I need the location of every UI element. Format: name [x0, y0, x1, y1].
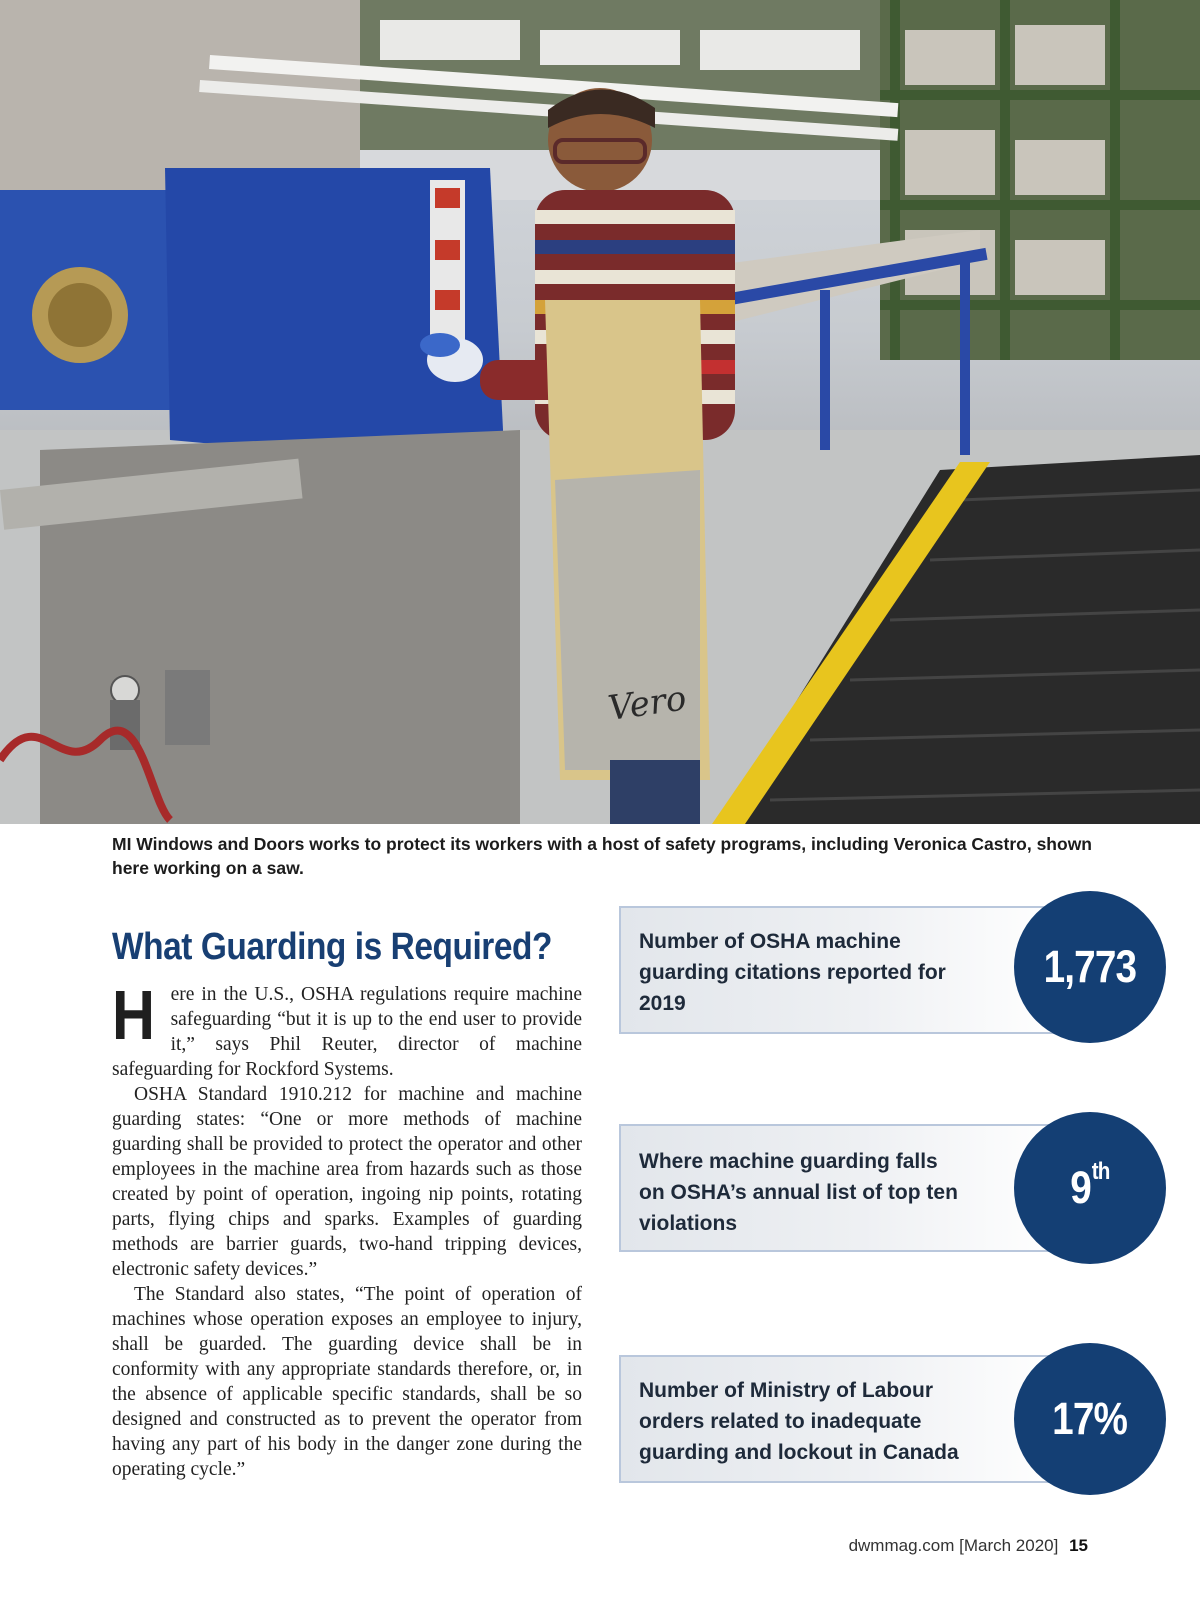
- stat-box-canada: [619, 1355, 1059, 1483]
- page-number: 15: [1069, 1536, 1088, 1555]
- stat-label: Where machine guarding falls on OSHA’s annual list of top ten violations: [639, 1150, 958, 1235]
- paragraph-1-text: ere in the U.S., OSHA regulations require machine safeguarding “but it is up to the end user to provide it,” says Phil Reuter, director of machine safeguarding for Rockford Systems.: [112, 984, 582, 1080]
- stat-label: Number of Ministry of Labour orders related to inadequate guarding and lockout in Canada: [639, 1379, 959, 1464]
- footer-site: dwmmag.com: [848, 1536, 955, 1555]
- stat-circle-ranking: [1014, 1112, 1166, 1264]
- footer-issue: [March 2020]: [959, 1536, 1059, 1555]
- stat-value: 1,773: [1043, 941, 1136, 992]
- apron-name-text: Vero: [605, 678, 689, 729]
- article-body: [112, 976, 582, 1482]
- photo-caption: MI Windows and Doors works to protect its workers with a host of safety programs, including Veronica Castro, shown here working on a saw.: [112, 834, 1092, 878]
- article-headline: What Guarding is Required?: [112, 926, 553, 968]
- article-paragraph-1: [112, 976, 582, 1082]
- stat-box-citations: [619, 906, 1059, 1034]
- stat-circle-citations: [1014, 891, 1166, 1043]
- stat-circle-canada: [1014, 1343, 1166, 1495]
- article-paragraph-2: OSHA Standard 1910.212 for machine and machine guarding states: “One or more methods of machine guarding shall be provided to protect the operator and other employees in the machine area from hazards such as those created by point of operation, ingoing nip points, rotating parts, flying chips and sparks. Examples of guarding methods are barrier guards, two-hand tripping devices, electronic safety devices.”: [112, 1084, 582, 1280]
- stat-label: Number of OSHA machine guarding citations reported for 2019: [639, 930, 946, 1015]
- stat-box-ranking: [619, 1124, 1059, 1252]
- stat-value: 17%: [1052, 1393, 1128, 1444]
- stat-value: 9th: [1070, 1158, 1110, 1213]
- page-footer: [849, 1536, 1088, 1556]
- article-paragraph-3: The Standard also states, “The point of operation of machines whose operation exposes an employee to injury, shall be guarded. The guarding device shall be in conformity with any appropriate standards therefore, or, in the absence of applicable specific standards, shall be so designed and constructed as to prevent the operator from having any part of his body in the danger zone during the operating cycle.”: [112, 1284, 582, 1480]
- drop-cap: H: [112, 976, 155, 1054]
